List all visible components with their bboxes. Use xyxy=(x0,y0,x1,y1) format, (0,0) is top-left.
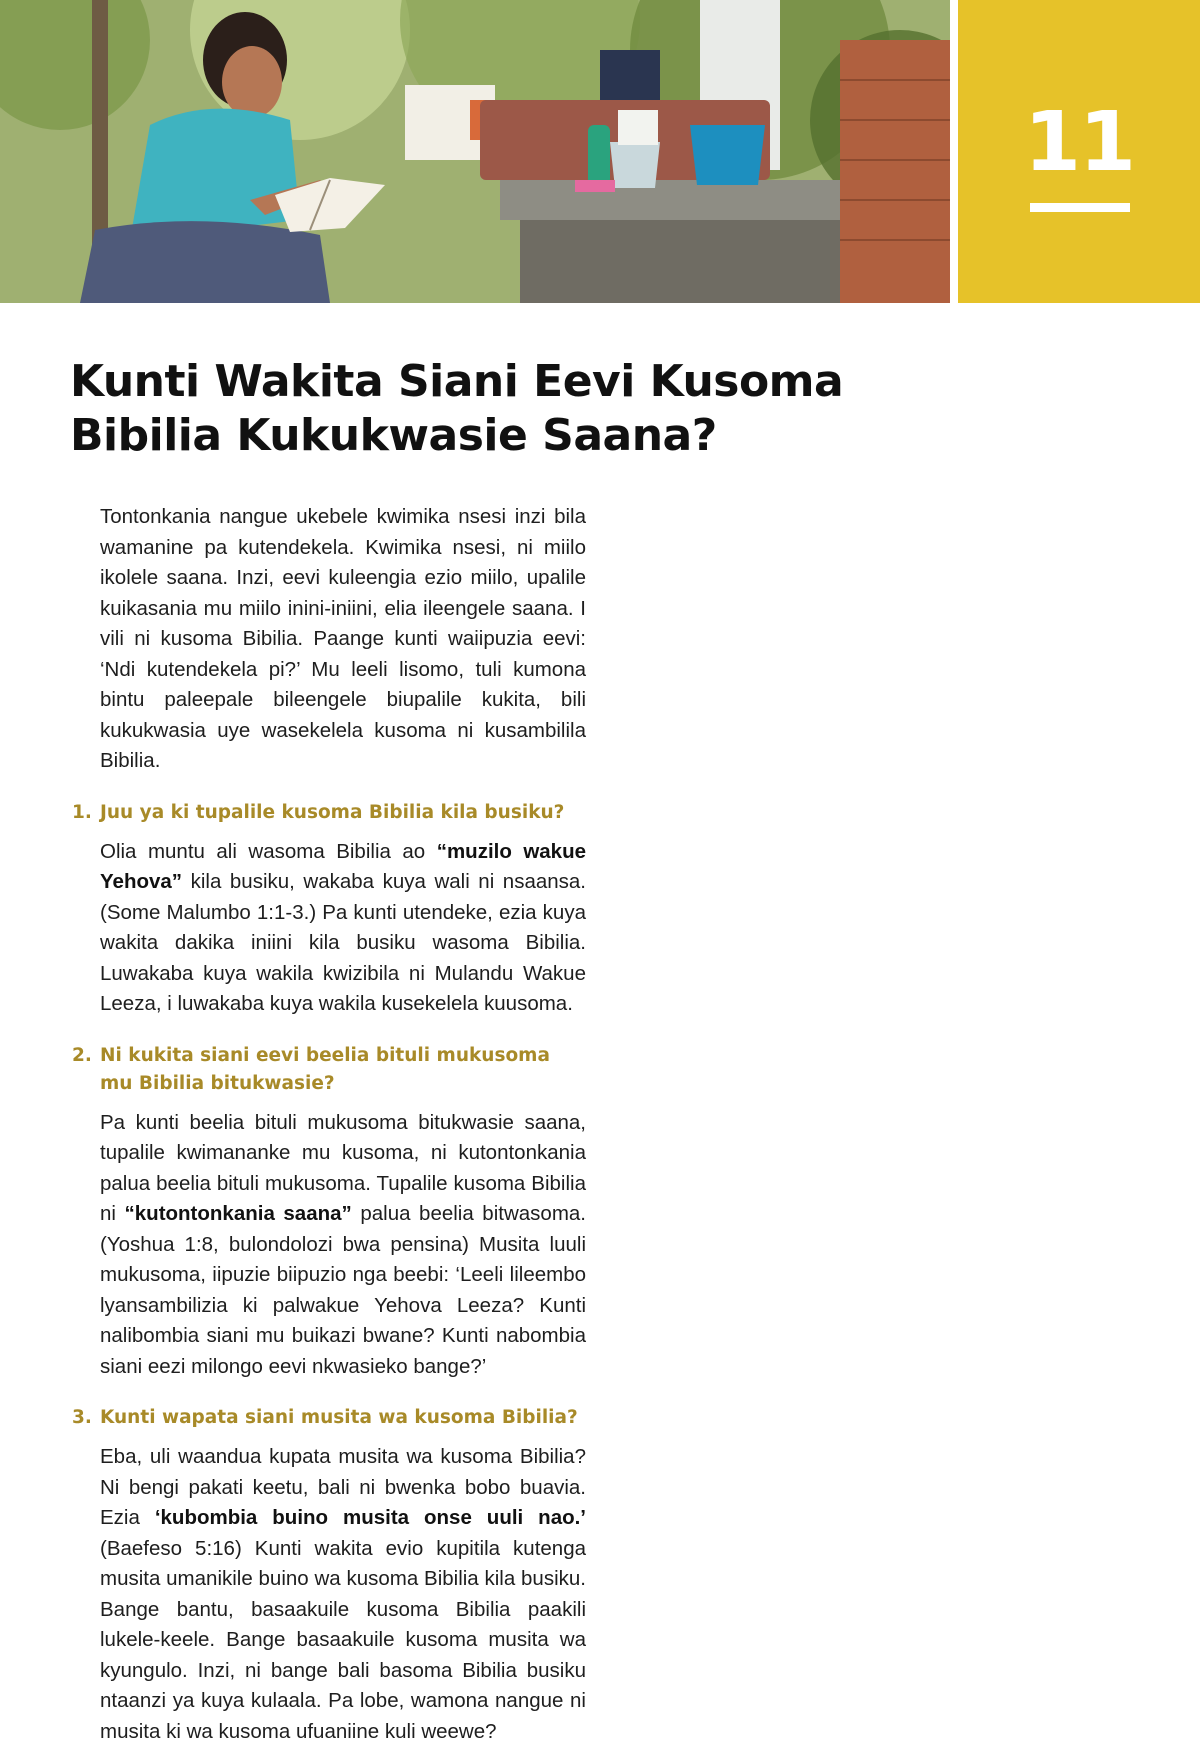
intro-paragraph: Tontonkania nangue ukebele kwimika nsesi inzi bila wamanine pa kutendekela. Kwimika nsesi, ni miilo ikolele saana. Inzi, eevi kuleengia ezio miilo, upalile kuikasania mu miilo inini-iniini, elia ileengele saana. I vili ni kusoma Bibilia. Paange kunti waiipuzia eevi: ‘Ndi kutendekela pi?’ Mu leeli lisomo, tuli kumona bintu paleepale bileengele biupalile kukita, bili kukukwasia uye wasekelela kusoma ni kusambilila Bibilia. xyxy=(100,505,586,772)
question-1-number: 1. xyxy=(72,801,92,823)
answer-1-post: kila busiku, wakaba kuya wali ni nsaansa. (Some Malumbo 1:1-3.) Pa kunti utendeke, ezia kuya wakita dakika iniini kila busiku wasoma Bibilia. Luwakaba kuya wakila kwizibila ni Mulandu Wakue Leeza, i luwakaba kuya wakila kusekelela kuusoma. xyxy=(100,870,586,1015)
page-title-line1: Kunti Wakita Siani Eevi Kusoma xyxy=(70,356,844,407)
lesson-number-underline xyxy=(1030,203,1130,212)
answer-2-pre: Pa kunti beelia bituli mukusoma bitukwasie saana, tupalile kwimananke mu kusoma, ni kutontonkania palua beelia bituli mukusoma. Tupalile kusoma Bibilia ni xyxy=(100,1110,586,1225)
question-2 xyxy=(70,1042,586,1098)
answer-1-paragraph xyxy=(100,837,586,1020)
answer-3-post: (Baefeso 5:16) Kunti wakita evio kupitila kutenga musita umanikile buino wa kusoma Bibilia kila busiku. Bange bantu, basaakuile kusoma Bibilia paakili lukele-keele. Bange basaakuile kusoma musita wa kyungulo. Inzi, ni bange bali basoma Bibilia busiku ntaanzi ya kuya kulaala. Pa lobe, wamona nangue ni musita ki wa kusoma ufuaniine kuli weewe? xyxy=(100,1536,586,1743)
answer-2-quote: “kutontonkania saana” xyxy=(124,1202,352,1225)
answer-3-paragraph xyxy=(100,1442,586,1747)
question-1-text: Juu ya ki tupalile kusoma Bibilia kila busiku? xyxy=(100,801,565,823)
question-3-number: 3. xyxy=(72,1407,92,1428)
question-2-text: Ni kukita siani eevi beelia bituli mukusoma mu Bibilia bitukwasie? xyxy=(100,1044,550,1094)
answer-3-quote: ‘kubombia buino musita onse uuli nao.’ xyxy=(154,1506,587,1529)
photo-woman-reading-bible-icon xyxy=(0,0,950,303)
question-1 xyxy=(70,799,586,827)
answer-1-quote: “muzilo wakue Yehova” xyxy=(100,839,587,893)
left-column xyxy=(70,502,586,1747)
question-3-text: Kunti wapata siani musita wa kusoma Bibilia? xyxy=(100,1407,578,1428)
lesson-number: 11 xyxy=(1023,95,1135,190)
page-title xyxy=(70,355,970,463)
question-2-number: 2. xyxy=(72,1044,92,1066)
answer-1-pre: Olia muntu ali wasoma Bibilia ao xyxy=(100,839,437,863)
answer-2-paragraph xyxy=(100,1108,586,1383)
header-photo xyxy=(0,0,950,303)
lesson-badge xyxy=(958,0,1200,303)
answer-2-post: palua beelia bitwasoma. (Yoshua 1:8, bulondolozi bwa pensina) Musita luuli mukusoma, iipuzie biipuzio nga beebi: ‘Leeli lileembo lyansambilizia ki palwakue Yehova Leeza? Kunti nalibombia siani mu buikazi bwane? Kunti nabombia siani eezi milongo eevi nkwasieko bange?’ xyxy=(100,1202,586,1378)
answer-3-pre: Eba, uli waandua kupata musita wa kusoma Bibilia? Ni bengi pakati keetu, bali ni bwenka bobo buavia. Ezia xyxy=(100,1445,586,1529)
page-title-line2: Bibilia Kukukwasie Saana? xyxy=(70,410,717,461)
question-3 xyxy=(70,1404,586,1432)
